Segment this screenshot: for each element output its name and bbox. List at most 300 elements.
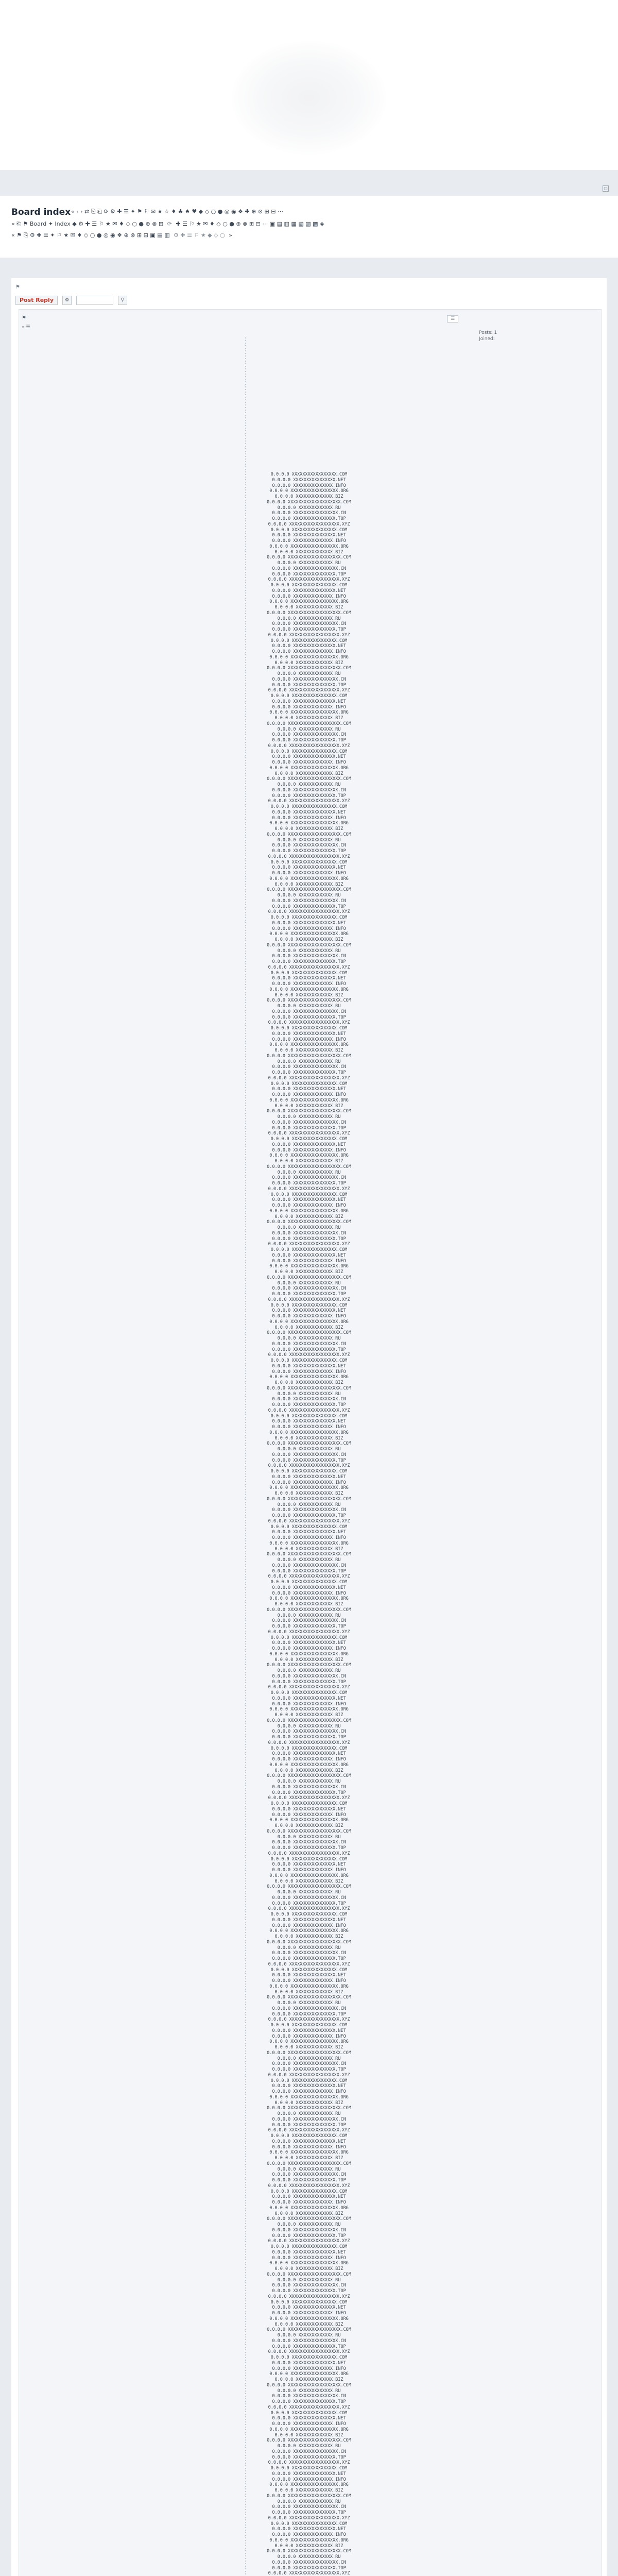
nav-menu[interactable] — [71, 208, 283, 215]
post-line: 0.0.0.0 XXXXXXXXXXXXXX.BIZ — [274, 1878, 344, 1884]
post-line: 0.0.0.0 XXXXXXXXXXXXXXX.INFO — [272, 1701, 346, 1707]
post-line: 0.0.0.0 XXXXXXXXXXXXXXXX.NET — [272, 533, 346, 538]
post-line: 0.0.0.0 XXXXXXXXXXXXXXXXX.CN — [272, 1341, 346, 1347]
post-line: 0.0.0.0 XXXXXXXXXXXXXXXXX.COM — [270, 1580, 348, 1585]
expand-icon[interactable]: ▢ — [603, 185, 609, 192]
post-line: 0.0.0.0 XXXXXXXXXXXXXXXX.NET — [272, 976, 346, 981]
post-line: 0.0.0.0 XXXXXXXXXXXXXXXX.TOP — [272, 1901, 346, 1906]
post-line: 0.0.0.0 XXXXXXXXXXXXXXXXXXX.XYZ — [268, 1685, 350, 1690]
post-line: 0.0.0.0 XXXXXXXXXXXXXXXX.TOP — [272, 1845, 346, 1851]
post-line: 0.0.0.0 XXXXXXXXXXXXXXXX.NET — [272, 1363, 346, 1369]
post-line: 0.0.0.0 XXXXXXXXXXXXXXXX.NET — [272, 865, 346, 871]
post-line: 0.0.0.0 XXXXXXXXXXXXXXXXXX.ORG — [269, 1928, 349, 1934]
post-line: 0.0.0.0 XXXXXXXXXXXXX.RU — [277, 1225, 341, 1230]
post-line: 0.0.0.0 XXXXXXXXXXXXXXXX.TOP — [272, 2344, 346, 2349]
post-line: 0.0.0.0 XXXXXXXXXXXXXXXX.TOP — [272, 1347, 346, 1352]
post-line: 0.0.0.0 XXXXXXXXXXXXXXXX.NET — [272, 588, 346, 594]
post-line: 0.0.0.0 XXXXXXXXXXXXXXXXX.CN — [272, 2227, 346, 2233]
post-line: 0.0.0.0 XXXXXXXXXXXXXXXXXX.ORG — [269, 1984, 349, 1989]
post-line: 0.0.0.0 XXXXXXXXXXXXXXXXX.COM — [270, 1690, 348, 1696]
post-line: 0.0.0.0 XXXXXXXXXXXXXXXXX.COM — [270, 1137, 348, 1142]
post-line: 0.0.0.0 XXXXXXXXXXXXXXXXXXX.XYZ — [268, 2183, 350, 2189]
post-line: 0.0.0.0 XXXXXXXXXXXXX.RU — [277, 893, 341, 898]
post-line: 0.0.0.0 XXXXXXXXXXXXXXXXX.COM — [270, 915, 348, 920]
post-line: 0.0.0.0 XXXXXXXXXXXXX.RU — [277, 2056, 341, 2061]
post-line: 0.0.0.0 XXXXXXXXXXXXX.RU — [277, 2554, 341, 2560]
post-line: 0.0.0.0 XXXXXXXXXXXXXXXXX.COM — [270, 1247, 348, 1252]
post-line: 0.0.0.0 XXXXXXXXXXXXXXXX.TOP — [272, 1014, 346, 1020]
post-line: 0.0.0.0 XXXXXXXXXXXXXXXX.TOP — [272, 1181, 346, 1186]
post-line: 0.0.0.0 XXXXXXXXXXXXX.RU — [277, 1723, 341, 1729]
post-line: 0.0.0.0 XXXXXXXXXXXXXX.BIZ — [274, 2100, 344, 2106]
post-line: 0.0.0.0 XXXXXXXXXXXXXXX.INFO — [272, 2144, 346, 2150]
post-line: 0.0.0.0 XXXXXXXXXXXXXXXXXXX.XYZ — [268, 1352, 350, 1358]
post-line: 0.0.0.0 XXXXXXXXXXXXXXX.INFO — [272, 483, 346, 488]
post-line: 0.0.0.0 XXXXXXXXXXXXXXXXX.COM — [270, 1413, 348, 1419]
post-line: 0.0.0.0 XXXXXXXXXXXXX.RU — [277, 1557, 341, 1563]
post-line: 0.0.0.0 XXXXXXXXXXXXXXXXXX.ORG — [269, 2039, 349, 2045]
post-line: 0.0.0.0 XXXXXXXXXXXXXXX.INFO — [272, 1590, 346, 1596]
post-line: 0.0.0.0 XXXXXXXXXXXXX.RU — [277, 726, 341, 732]
post-line: 0.0.0.0 XXXXXXXXXXXXXXXX.TOP — [272, 627, 346, 632]
post-line: 0.0.0.0 XXXXXXXXXXXXXXXX.TOP — [272, 1402, 346, 1408]
post-line: 0.0.0.0 XXXXXXXXXXXXXXXXX.CN — [272, 1452, 346, 1458]
post-line: 0.0.0.0 XXXXXXXXXXXXXXXX.NET — [272, 2083, 346, 2089]
author-profile — [479, 330, 525, 342]
post-line: 0.0.0.0 XXXXXXXXXXXXXXXX.TOP — [272, 2399, 346, 2404]
post-line: 0.0.0.0 XXXXXXXXXXXXXXXXX.COM — [270, 970, 348, 976]
post-line: 0.0.0.0 XXXXXXXXXXXXXXXXXX.ORG — [269, 821, 349, 826]
post-line: 0.0.0.0 XXXXXXXXXXXXXXXXX.CN — [272, 1064, 346, 1070]
post-line: 0.0.0.0 XXXXXXXXXXXXXXXX.TOP — [272, 2011, 346, 2017]
post-line: 0.0.0.0 XXXXXXXXXXXXX.RU — [277, 1280, 341, 1286]
post-line: 0.0.0.0 XXXXXXXXXXXXXXXXXX.ORG — [269, 876, 349, 882]
post-line: 0.0.0.0 XXXXXXXXXXXXXXXXXX.ORG — [269, 1264, 349, 1269]
post-line: 0.0.0.0 XXXXXXXXXXXXXXXX.TOP — [272, 793, 346, 799]
post-line: 0.0.0.0 XXXXXXXXXXXXX.RU — [277, 1336, 341, 1341]
post-line: 0.0.0.0 XXXXXXXXXXXXXXXXX.CN — [272, 1673, 346, 1679]
settings-icon[interactable]: ⚙ — [62, 296, 72, 305]
post-line: 0.0.0.0 XXXXXXXXXXXXXXXXX.COM — [270, 1081, 348, 1087]
post-line: 0.0.0.0 XXXXXXXXXXXXXXXX.NET — [272, 2028, 346, 2033]
post-meta: « ☰ — [22, 325, 30, 330]
post-line: 0.0.0.0 XXXXXXXXXXXXXX.BIZ — [274, 1269, 344, 1275]
post-line: 0.0.0.0 XXXXXXXXXXXXXXXXXXXX.COM — [267, 998, 351, 1004]
post-line: 0.0.0.0 XXXXXXXXXXXXXX.BIZ — [274, 1934, 344, 1939]
post-line: 0.0.0.0 XXXXXXXXXXXXXX.BIZ — [274, 660, 344, 666]
post-line: 0.0.0.0 XXXXXXXXXXXXXX.BIZ — [274, 1823, 344, 1828]
post-line: 0.0.0.0 XXXXXXXXXXXXXX.BIZ — [274, 1989, 344, 1995]
post-line: 0.0.0.0 XXXXXXXXXXXXXXX.INFO — [272, 2033, 346, 2039]
post-line: 0.0.0.0 XXXXXXXXXXXXXXXXXXX.XYZ — [268, 743, 350, 749]
post-line: 0.0.0.0 XXXXXXXXXXXXXXXX.TOP — [272, 2233, 346, 2239]
post-line: 0.0.0.0 XXXXXXXXXXXXXXXX.TOP — [272, 1679, 346, 1685]
breadcrumb-item[interactable]: « ⚑ ⎘ ⚙ ✚ ☰ ✦ ⚐ ★ ✉ ♦ ◇ ○ ● ◎ ◉ ❖ ⊕ ⊗ ⊞ ⊟ ▣ ▤ ▥ — [11, 232, 170, 239]
post-line: 0.0.0.0 XXXXXXXXXXXXXX.BIZ — [274, 2045, 344, 2050]
post-line: 0.0.0.0 XXXXXXXXXXXXXX.BIZ — [274, 1048, 344, 1053]
post-line: 0.0.0.0 XXXXXXXXXXXXXXX.INFO — [272, 2089, 346, 2094]
post-line: 0.0.0.0 XXXXXXXXXXXXXXXXX.COM — [270, 749, 348, 754]
post-line: 0.0.0.0 XXXXXXXXXXXXXXXXX.COM — [270, 693, 348, 699]
post-line: 0.0.0.0 XXXXXXXXXXXXXX.BIZ — [274, 1657, 344, 1663]
post-line: 0.0.0.0 XXXXXXXXXXXXXXXXX.COM — [270, 1026, 348, 1031]
author-posts-count: Posts: 1 — [479, 330, 497, 335]
post-line: 0.0.0.0 XXXXXXXXXXXXXXXXXXXX.COM — [267, 1053, 351, 1059]
post-line: 0.0.0.0 XXXXXXXXXXXXXXXX.TOP — [272, 1513, 346, 1518]
post-line: 0.0.0.0 XXXXXXXXXXXXXXXXXXXX.COM — [267, 1164, 351, 1170]
post-line: 0.0.0.0 XXXXXXXXXXXXXX.BIZ — [274, 494, 344, 499]
post-line: 0.0.0.0 XXXXXXXXXXXXXXXX.NET — [272, 1917, 346, 1923]
post-line: 0.0.0.0 XXXXXXXXXXXXXXXXXXX.XYZ — [268, 1297, 350, 1302]
post-line: 0.0.0.0 XXXXXXXXXXXXXX.BIZ — [274, 826, 344, 832]
post-line: 0.0.0.0 XXXXXXXXXXXXXXX.INFO — [272, 2421, 346, 2427]
post-line: 0.0.0.0 XXXXXXXXXXXXXXXXX.COM — [270, 1801, 348, 1806]
post-line: 0.0.0.0 XXXXXXXXXXXXXXX.INFO — [272, 1757, 346, 1762]
post-line: 0.0.0.0 XXXXXXXXXXXXXXXX.TOP — [272, 1458, 346, 1463]
post-line: 0.0.0.0 XXXXXXXXXXXXXXXXX.CN — [272, 1895, 346, 1901]
post-reply-button[interactable]: Post Reply — [15, 296, 58, 305]
post-line: 0.0.0.0 XXXXXXXXXXXXXXXXXX.ORG — [269, 1430, 349, 1435]
post-line: 0.0.0.0 XXXXXXXXXXXXXXXX.NET — [272, 699, 346, 704]
post-line: 0.0.0.0 XXXXXXXXXXXXXXX.INFO — [272, 1646, 346, 1651]
post-line: 0.0.0.0 XXXXXXXXXXXXXXXXXX.ORG — [269, 1208, 349, 1214]
post-line: 0.0.0.0 XXXXXXXXXXXXXXXXXXXX.COM — [267, 1109, 351, 1114]
post-line: 0.0.0.0 XXXXXXXXXXXXXX.BIZ — [274, 992, 344, 998]
post-line: 0.0.0.0 XXXXXXXXXXXXXXXXXXXX.COM — [267, 1607, 351, 1613]
post-line: 0.0.0.0 XXXXXXXXXXXXXXX.INFO — [272, 981, 346, 987]
post-line: 0.0.0.0 XXXXXXXXXXXXXXXX.TOP — [272, 2510, 346, 2515]
post-line: 0.0.0.0 XXXXXXXXXXXXXXXXXXXX.COM — [267, 1663, 351, 1668]
post-line: 0.0.0.0 XXXXXXXXXXXXXXXXXXX.XYZ — [268, 2349, 350, 2355]
post-line: 0.0.0.0 XXXXXXXXXXXXX.RU — [277, 1391, 341, 1397]
topic-flag-icon[interactable]: ⚑ — [15, 284, 20, 290]
post-line: 0.0.0.0 XXXXXXXXXXXXXX.BIZ — [274, 1380, 344, 1385]
post-line: 0.0.0.0 XXXXXXXXXXXXXXXX.TOP — [272, 2122, 346, 2128]
post-line: 0.0.0.0 XXXXXXXXXXXXXXXX.NET — [272, 1585, 346, 1590]
post-line: 0.0.0.0 XXXXXXXXXXXXXXXXXX.ORG — [269, 488, 349, 494]
post-line: 0.0.0.0 XXXXXXXXXXXXXXXXXXX.XYZ — [268, 2017, 350, 2023]
post-line: 0.0.0.0 XXXXXXXXXXXXXXXX.TOP — [272, 2565, 346, 2571]
post-line: 0.0.0.0 XXXXXXXXXXXXXXXXXX.ORG — [269, 1596, 349, 1602]
post-line: 0.0.0.0 XXXXXXXXXXXXXXXXXX.ORG — [269, 2537, 349, 2543]
post-line: 0.0.0.0 XXXXXXXXXXXXXXXXXXX.XYZ — [268, 1242, 350, 1247]
post-line: 0.0.0.0 XXXXXXXXXXXXXXXXX.CN — [272, 2449, 346, 2454]
post-line: 0.0.0.0 XXXXXXXXXXXXXXXX.NET — [272, 1862, 346, 1868]
post-line: 0.0.0.0 XXXXXXXXXXXXXXX.INFO — [272, 2532, 346, 2537]
post-line: 0.0.0.0 XXXXXXXXXXXXXXXXX.CN — [272, 1784, 346, 1790]
post-line: 0.0.0.0 XXXXXXXXXXXXXXXX.NET — [272, 1308, 346, 1314]
post-line: 0.0.0.0 XXXXXXXXXXXXXX.BIZ — [274, 2488, 344, 2493]
post-line: 0.0.0.0 XXXXXXXXXXXXX.RU — [277, 2111, 341, 2116]
post-line: 0.0.0.0 XXXXXXXXXXXXXXXXXXX.XYZ — [268, 2294, 350, 2299]
post-line: 0.0.0.0 XXXXXXXXXXXXXXXXX.CN — [272, 2504, 346, 2510]
post-line: 0.0.0.0 XXXXXXXXXXXXXXXXXXX.XYZ — [268, 2128, 350, 2133]
post-line: 0.0.0.0 XXXXXXXXXXXXX.RU — [277, 561, 341, 566]
post-line: 0.0.0.0 XXXXXXXXXXXXXXX.INFO — [272, 1369, 346, 1375]
post-line: 0.0.0.0 XXXXXXXXXXXXX.RU — [277, 2333, 341, 2338]
post-line: 0.0.0.0 XXXXXXXXXXXXXXXXXXX.XYZ — [268, 2404, 350, 2410]
post-line: 0.0.0.0 XXXXXXXXXXXXXXXXXXXX.COM — [267, 1441, 351, 1447]
post-line: 0.0.0.0 XXXXXXXXXXXXXXXXX.CN — [272, 1507, 346, 1513]
post-line: 0.0.0.0 XXXXXXXXXXXXX.RU — [277, 2222, 341, 2227]
post-line: 0.0.0.0 XXXXXXXXXXXXXXXX.TOP — [272, 2454, 346, 2460]
post-line: 0.0.0.0 XXXXXXXXXXXXXXX.INFO — [272, 2255, 346, 2261]
post-author-icon[interactable]: ⚑ — [22, 315, 26, 321]
post-line: 0.0.0.0 XXXXXXXXXXXXXX.BIZ — [274, 2377, 344, 2382]
breadcrumb-separator: ⟳ — [167, 221, 172, 227]
post-line: 0.0.0.0 XXXXXXXXXXXXXXXX.NET — [272, 809, 346, 815]
post-line: 0.0.0.0 XXXXXXXXXXXXXXXXX.CN — [272, 1009, 346, 1014]
quote-button[interactable]: ☰ — [447, 315, 458, 323]
post-line: 0.0.0.0 XXXXXXXXXXXXXXXXXXXX.COM — [267, 2216, 351, 2222]
nav-menu-items[interactable]: « ‹ › ⇄ ⎘ ⎗ ⟳ ⚙ ✚ ☰ ✦ ⚑ ⚐ ✉ ★ ☆ ♦ ♣ ♠ ♥ ◆ ◇ ○ ● ◎ ◉ ❖ ✚ ⊕ ⊗ ⊞ ⊟ ⋯ — [71, 208, 283, 215]
post-line: 0.0.0.0 XXXXXXXXXXXXXXXXX.COM — [270, 2410, 348, 2416]
post-line: 0.0.0.0 XXXXXXXXXXXXXX.BIZ — [274, 1159, 344, 1164]
post-line: 0.0.0.0 XXXXXXXXXXXXXXX.INFO — [272, 1203, 346, 1208]
post-line: 0.0.0.0 XXXXXXXXXXXXXXXX.NET — [272, 2305, 346, 2311]
post-line: 0.0.0.0 XXXXXXXXXXXXXXXX.NET — [272, 1751, 346, 1757]
post-line: 0.0.0.0 XXXXXXXXXXXXXXXXXXX.XYZ — [268, 2239, 350, 2244]
post-line: 0.0.0.0 XXXXXXXXXXXXXXXX.NET — [272, 1419, 346, 1425]
post-line: 0.0.0.0 XXXXXXXXXXXXXXX.INFO — [272, 1480, 346, 1485]
post-line: 0.0.0.0 XXXXXXXXXXXXXXXXXX.ORG — [269, 710, 349, 716]
post-line: 0.0.0.0 XXXXXXXXXXXXXXXXXXXX.COM — [267, 1219, 351, 1225]
post-line: 0.0.0.0 XXXXXXXXXXXXXXXX.TOP — [272, 1735, 346, 1740]
post-line: 0.0.0.0 XXXXXXXXXXXXXXXX.NET — [272, 754, 346, 760]
post-line: 0.0.0.0 XXXXXXXXXXXXXXXXXXXX.COM — [267, 1552, 351, 1557]
post-line: 0.0.0.0 XXXXXXXXXXXXXXXXX.COM — [270, 1635, 348, 1640]
post-line: 0.0.0.0 XXXXXXXXXXXXXXXX.TOP — [272, 959, 346, 964]
post-line: 0.0.0.0 XXXXXXXXXXXXXXXX.NET — [272, 1031, 346, 1037]
post-line: 0.0.0.0 XXXXXXXXXXXXXXX.INFO — [272, 871, 346, 876]
post-line: 0.0.0.0 XXXXXXXXXXXXXXXXX.CN — [272, 1618, 346, 1624]
post-line: 0.0.0.0 XXXXXXXXXXXXXXXXXXX.XYZ — [268, 1906, 350, 1912]
post-line: 0.0.0.0 XXXXXXXXXXXXXXXX.NET — [272, 2360, 346, 2366]
breadcrumb-row-1 — [11, 221, 324, 228]
post-line: 0.0.0.0 XXXXXXXXXXXXXXXXXX.ORG — [269, 1540, 349, 1546]
post-line: 0.0.0.0 XXXXXXXXXXXXXXXXXX.ORG — [269, 987, 349, 992]
post-line: 0.0.0.0 XXXXXXXXXXXXX.RU — [277, 1447, 341, 1452]
post-line: 0.0.0.0 XXXXXXXXXXXXXXXX.TOP — [272, 1125, 346, 1131]
post-line: 0.0.0.0 XXXXXXXXXXXXXXXXX.COM — [270, 638, 348, 643]
post-line: 0.0.0.0 XXXXXXXXXXXXX.RU — [277, 671, 341, 676]
post-line: 0.0.0.0 XXXXXXXXXXXXXXXXXXX.XYZ — [268, 909, 350, 915]
post-line: 0.0.0.0 XXXXXXXXXXXXXX.BIZ — [274, 1546, 344, 1552]
post-line: 0.0.0.0 XXXXXXXXXXXXXXX.INFO — [272, 1923, 346, 1928]
post-line: 0.0.0.0 XXXXXXXXXXXXXXX.INFO — [272, 1258, 346, 1264]
post-line: 0.0.0.0 XXXXXXXXXXXXXXX.INFO — [272, 1812, 346, 1818]
post-line: 0.0.0.0 XXXXXXXXXXXXXXXXX.COM — [270, 472, 348, 477]
post-line: 0.0.0.0 XXXXXXXXXXXXXXXXXXX.XYZ — [268, 577, 350, 583]
post-line: 0.0.0.0 XXXXXXXXXXXXXXXXXX.ORG — [269, 1485, 349, 1491]
post-line: 0.0.0.0 XXXXXXXXXXXXX.RU — [277, 1779, 341, 1784]
post-line: 0.0.0.0 XXXXXXXXXXXXXXXX.NET — [272, 1973, 346, 1978]
post-line: 0.0.0.0 XXXXXXXXXXXXXXXXX.CN — [272, 732, 346, 738]
post-line: 0.0.0.0 XXXXXXXXXXXXX.RU — [277, 1834, 341, 1840]
post-line: 0.0.0.0 XXXXXXXXXXXXXXXXX.CN — [272, 1951, 346, 1956]
post-line: 0.0.0.0 XXXXXXXXXXXXXXXX.NET — [272, 1530, 346, 1535]
post-line: 0.0.0.0 XXXXXXXXXXXXXXXX.TOP — [272, 682, 346, 688]
post-line: 0.0.0.0 XXXXXXXXXXXXXXXXXX.ORG — [269, 1375, 349, 1380]
post-line: 0.0.0.0 XXXXXXXXXXXXXXXXXX.ORG — [269, 2205, 349, 2211]
post-line: 0.0.0.0 XXXXXXXXXXXXXX.BIZ — [274, 1713, 344, 1718]
post-line: 0.0.0.0 XXXXXXXXXXXXXXXXXXXX.COM — [267, 1330, 351, 1336]
breadcrumb-item[interactable]: » — [229, 232, 232, 239]
post-line: 0.0.0.0 XXXXXXXXXXXXXXXXX.COM — [270, 1469, 348, 1474]
post-line: 0.0.0.0 XXXXXXXXXXXXXXXXXXXX.COM — [267, 776, 351, 782]
breadcrumb-item[interactable]: « ⎗ ⚑ Board ✦ Index ◆ ⚙ ✚ ☰ ⚐ ★ ✉ ♦ ◇ ○ ● ⊕ ⊗ ⊞ — [11, 221, 164, 227]
post-line: 0.0.0.0 XXXXXXXXXXXXXXXXXX.ORG — [269, 2150, 349, 2156]
post-line: 0.0.0.0 XXXXXXXXXXXXXXXX.NET — [272, 1197, 346, 1203]
post-line: 0.0.0.0 XXXXXXXXXXXXXX.BIZ — [274, 1491, 344, 1496]
post-line: 0.0.0.0 XXXXXXXXXXXXXXXX.NET — [272, 2139, 346, 2144]
post-line: 0.0.0.0 XXXXXXXXXXXXXXXXXX.ORG — [269, 2316, 349, 2321]
post-line: 0.0.0.0 XXXXXXXXXXXXXXXXX.CN — [272, 2560, 346, 2565]
post-line: 0.0.0.0 XXXXXXXXXXXXXXXXXXXX.COM — [267, 1884, 351, 1890]
post-line: 0.0.0.0 XXXXXXXXXXXXXXXXX.CN — [272, 511, 346, 516]
post-line: 0.0.0.0 XXXXXXXXXXXXXXXXX.CN — [272, 621, 346, 627]
post-line: 0.0.0.0 XXXXXXXXXXXXXXXXX.CN — [272, 787, 346, 793]
post-line: 0.0.0.0 XXXXXXXXXXXXXX.BIZ — [274, 549, 344, 555]
post-line: 0.0.0.0 XXXXXXXXXXXXXXXXXX.ORG — [269, 765, 349, 771]
post-line: 0.0.0.0 XXXXXXXXXXXXXXXX.NET — [272, 643, 346, 649]
post-line: 0.0.0.0 XXXXXXXXXXXXX.RU — [277, 1890, 341, 1895]
post-line: 0.0.0.0 XXXXXXXXXXXXXX.BIZ — [274, 716, 344, 721]
post-line: 0.0.0.0 XXXXXXXXXXXXXXXXX.COM — [270, 2299, 348, 2305]
post-line: 0.0.0.0 XXXXXXXXXXXXXXXXX.COM — [270, 2355, 348, 2360]
post-line: 0.0.0.0 XXXXXXXXXXXXXXXXXXX.XYZ — [268, 521, 350, 527]
post-line: 0.0.0.0 XXXXXXXXXXXXX.RU — [277, 2001, 341, 2006]
post-line: 0.0.0.0 XXXXXXXXXXXXXXX.INFO — [272, 2366, 346, 2371]
post-line: 0.0.0.0 XXXXXXXXXXXXXXXXXXX.XYZ — [268, 964, 350, 970]
post-line: 0.0.0.0 XXXXXXXXXXXXXXX.INFO — [272, 926, 346, 931]
post-line: 0.0.0.0 XXXXXXXXXXXXXXXXX.CN — [272, 676, 346, 682]
post-line: 0.0.0.0 XXXXXXXXXXXXXXXXX.CN — [272, 954, 346, 959]
post-body — [129, 472, 489, 2576]
post-line: 0.0.0.0 XXXXXXXXXXXXXXXXXXX.XYZ — [268, 1518, 350, 1524]
post-line: 0.0.0.0 XXXXXXXXXXXXXXXXXXXX.COM — [267, 1828, 351, 1834]
post-line: 0.0.0.0 XXXXXXXXXXXXXXXXX.COM — [270, 1358, 348, 1363]
site-logo — [232, 41, 386, 155]
post-line: 0.0.0.0 XXXXXXXXXXXXXXXX.TOP — [272, 1624, 346, 1629]
post-line: 0.0.0.0 XXXXXXXXXXXXXX.BIZ — [274, 882, 344, 887]
post-line: 0.0.0.0 XXXXXXXXXXXXXXXXXXXX.COM — [267, 1773, 351, 1779]
post-line: 0.0.0.0 XXXXXXXXXXXXXXXXXXX.XYZ — [268, 688, 350, 693]
post-line: 0.0.0.0 XXXXXXXXXXXXXX.BIZ — [274, 1602, 344, 1607]
post-line: 0.0.0.0 XXXXXXXXXXXXXXX.INFO — [272, 704, 346, 710]
post-line: 0.0.0.0 XXXXXXXXXXXXXX.BIZ — [274, 937, 344, 942]
post-line: 0.0.0.0 XXXXXXXXXXXXXXXX.TOP — [272, 1236, 346, 1242]
post-line: 0.0.0.0 XXXXXXXXXXXXX.RU — [277, 2388, 341, 2394]
post-line: 0.0.0.0 XXXXXXXXXXXXXXXXXXXX.COM — [267, 1939, 351, 1945]
post-line: 0.0.0.0 XXXXXXXXXXXXX.RU — [277, 2499, 341, 2504]
post-line: 0.0.0.0 XXXXXXXXXXXXXXXX.TOP — [272, 1070, 346, 1075]
post-line: 0.0.0.0 XXXXXXXXXXXXXXXXX.CN — [272, 2283, 346, 2289]
post-line: 0.0.0.0 XXXXXXXXXXXXXXXXXXX.XYZ — [268, 1961, 350, 1967]
post-line: 0.0.0.0 XXXXXXXXXXXXXXXXXX.ORG — [269, 931, 349, 937]
post-line: 0.0.0.0 XXXXXXXXXXXXXXXXXXXX.COM — [267, 666, 351, 671]
post-line: 0.0.0.0 XXXXXXXXXXXXX.RU — [277, 1114, 341, 1120]
search-topic-input[interactable] — [76, 296, 113, 305]
post-line: 0.0.0.0 XXXXXXXXXXXXXXXXXXX.XYZ — [268, 1629, 350, 1635]
post-line: 0.0.0.0 XXXXXXXXXXXXXXXXXX.ORG — [269, 1319, 349, 1325]
post-line: 0.0.0.0 XXXXXXXXXXXXXXXXX.CN — [272, 898, 346, 904]
post-line: 0.0.0.0 XXXXXXXXXXXXX.RU — [277, 1945, 341, 1951]
post-line: 0.0.0.0 XXXXXXXXXXXXXXXXX.COM — [270, 2133, 348, 2139]
post-line: 0.0.0.0 XXXXXXXXXXXXXXX.INFO — [272, 1868, 346, 1873]
post-line: 0.0.0.0 XXXXXXXXXXXXXXXXXXXX.COM — [267, 1995, 351, 2001]
post-line: 0.0.0.0 XXXXXXXXXXXXXXXXX.CN — [272, 2394, 346, 2399]
post-line: 0.0.0.0 XXXXXXXXXXXXXXXXXX.ORG — [269, 2094, 349, 2100]
post-line: 0.0.0.0 XXXXXXXXXXXXXXXXX.COM — [270, 1302, 348, 1308]
post-line: 0.0.0.0 XXXXXXXXXXXXXXXX.NET — [272, 1252, 346, 1258]
post-line: 0.0.0.0 XXXXXXXXXXXXX.RU — [277, 1004, 341, 1009]
post-line: 0.0.0.0 XXXXXXXXXXXXXXXXX.CN — [272, 1729, 346, 1735]
post-line: 0.0.0.0 XXXXXXXXXXXXXX.BIZ — [274, 2321, 344, 2327]
post-line: 0.0.0.0 XXXXXXXXXXXXXXXX.NET — [272, 920, 346, 926]
page-gap — [0, 258, 618, 278]
post-line: 0.0.0.0 XXXXXXXXXXXXX.RU — [277, 782, 341, 787]
post-line: 0.0.0.0 XXXXXXXXXXXXXXXXXXXX.COM — [267, 887, 351, 893]
post-line: 0.0.0.0 XXXXXXXXXXXXXXX.INFO — [272, 815, 346, 821]
post-line: 0.0.0.0 XXXXXXXXXXXXXXXX.NET — [272, 2527, 346, 2532]
post-line: 0.0.0.0 XXXXXXXXXXXXX.RU — [277, 1668, 341, 1673]
post-line: 0.0.0.0 XXXXXXXXXXXXXXXXXXX.XYZ — [268, 2072, 350, 2078]
post-line: 0.0.0.0 XXXXXXXXXXXXXXXX.TOP — [272, 738, 346, 743]
post-line: 0.0.0.0 XXXXXXXXXXXXX.RU — [277, 2444, 341, 2449]
post-line: 0.0.0.0 XXXXXXXXXXXXXXXXX.CN — [272, 2006, 346, 2011]
post-line: 0.0.0.0 XXXXXXXXXXXXXXXXXXX.XYZ — [268, 632, 350, 638]
post-line: 0.0.0.0 XXXXXXXXXXXXXXXXXX.ORG — [269, 1873, 349, 1878]
post-line: 0.0.0.0 XXXXXXXXXXXXXXXX.TOP — [272, 571, 346, 577]
post-line: 0.0.0.0 XXXXXXXXXXXXXXXXXXXX.COM — [267, 2493, 351, 2499]
post-line: 0.0.0.0 XXXXXXXXXXXXX.RU — [277, 616, 341, 621]
post-line: 0.0.0.0 XXXXXXXXXXXXXX.BIZ — [274, 2432, 344, 2438]
post-line: 0.0.0.0 XXXXXXXXXXXXXXXXXX.ORG — [269, 654, 349, 660]
post-line: 0.0.0.0 XXXXXXXXXXXXXXXX.TOP — [272, 904, 346, 909]
post-line: 0.0.0.0 XXXXXXXXXXXXXXXX.NET — [272, 1087, 346, 1092]
post-line: 0.0.0.0 XXXXXXXXXXXXXXX.INFO — [272, 1535, 346, 1540]
post-line: 0.0.0.0 XXXXXXXXXXXXXXXXXX.ORG — [269, 2261, 349, 2266]
search-icon[interactable]: ⚲ — [118, 296, 127, 305]
post-line: 0.0.0.0 XXXXXXXXXXXXXXXXX.CN — [272, 1230, 346, 1236]
post-line: 0.0.0.0 XXXXXXXXXXXXXXXXX.COM — [270, 1912, 348, 1917]
post-line: 0.0.0.0 XXXXXXXXXXXXXXXXXX.ORG — [269, 599, 349, 605]
post-line: 0.0.0.0 XXXXXXXXXXXXXX.BIZ — [274, 2543, 344, 2549]
post-line: 0.0.0.0 XXXXXXXXXXXXXXXXX.CN — [272, 1563, 346, 1568]
post-line: 0.0.0.0 XXXXXXXXXXXXXXXXXXX.XYZ — [268, 854, 350, 859]
post-line: 0.0.0.0 XXXXXXXXXXXXXXXXXX.ORG — [269, 544, 349, 549]
post-line: 0.0.0.0 XXXXXXXXXXXXXX.BIZ — [274, 771, 344, 776]
board-index-link[interactable]: Board index — [11, 207, 71, 217]
post-line: 0.0.0.0 XXXXXXXXXXXXXXXX.NET — [272, 1142, 346, 1147]
post-line: 0.0.0.0 XXXXXXXXXXXXXXXX.NET — [272, 1474, 346, 1480]
post-line: 0.0.0.0 XXXXXXXXXXXXXXXXXXX.XYZ — [268, 2460, 350, 2466]
post-line: 0.0.0.0 XXXXXXXXXXXXXXXXX.COM — [270, 583, 348, 588]
breadcrumb-item[interactable]: ✚ ☰ ⚐ ★ ✉ ♦ ◇ ○ ● ⊕ ⊗ ⊞ ⊟ ⋯ ▣ ▤ ▥ ▦ ▧ ▨ ▩ ◈ — [176, 221, 324, 227]
post-line: 0.0.0.0 XXXXXXXXXXXXXXXXXX.ORG — [269, 1818, 349, 1823]
post-line: 0.0.0.0 XXXXXXXXXXXXXXXXXXXX.COM — [267, 2382, 351, 2388]
post-line: 0.0.0.0 XXXXXXXXXXXXXXXX.TOP — [272, 516, 346, 521]
post-line: 0.0.0.0 XXXXXXXXXXXXXXXX.TOP — [272, 1790, 346, 1795]
post-line: 0.0.0.0 XXXXXXXXXXXXX.RU — [277, 2277, 341, 2283]
post-line: 0.0.0.0 XXXXXXXXXXXXXXXXX.CN — [272, 1120, 346, 1125]
post-line: 0.0.0.0 XXXXXXXXXXXXXXXX.TOP — [272, 1292, 346, 1297]
post-line: 0.0.0.0 XXXXXXXXXXXXXX.BIZ — [274, 1768, 344, 1773]
post-line: 0.0.0.0 XXXXXXXXXXXXXXXXXXXX.COM — [267, 721, 351, 726]
breadcrumb-separator: ⚙ ✚ ☰ ⚐ ★ ◆ ◇ ○ — [174, 232, 225, 239]
post-line: 0.0.0.0 XXXXXXXXXXXXXXX.INFO — [272, 649, 346, 654]
